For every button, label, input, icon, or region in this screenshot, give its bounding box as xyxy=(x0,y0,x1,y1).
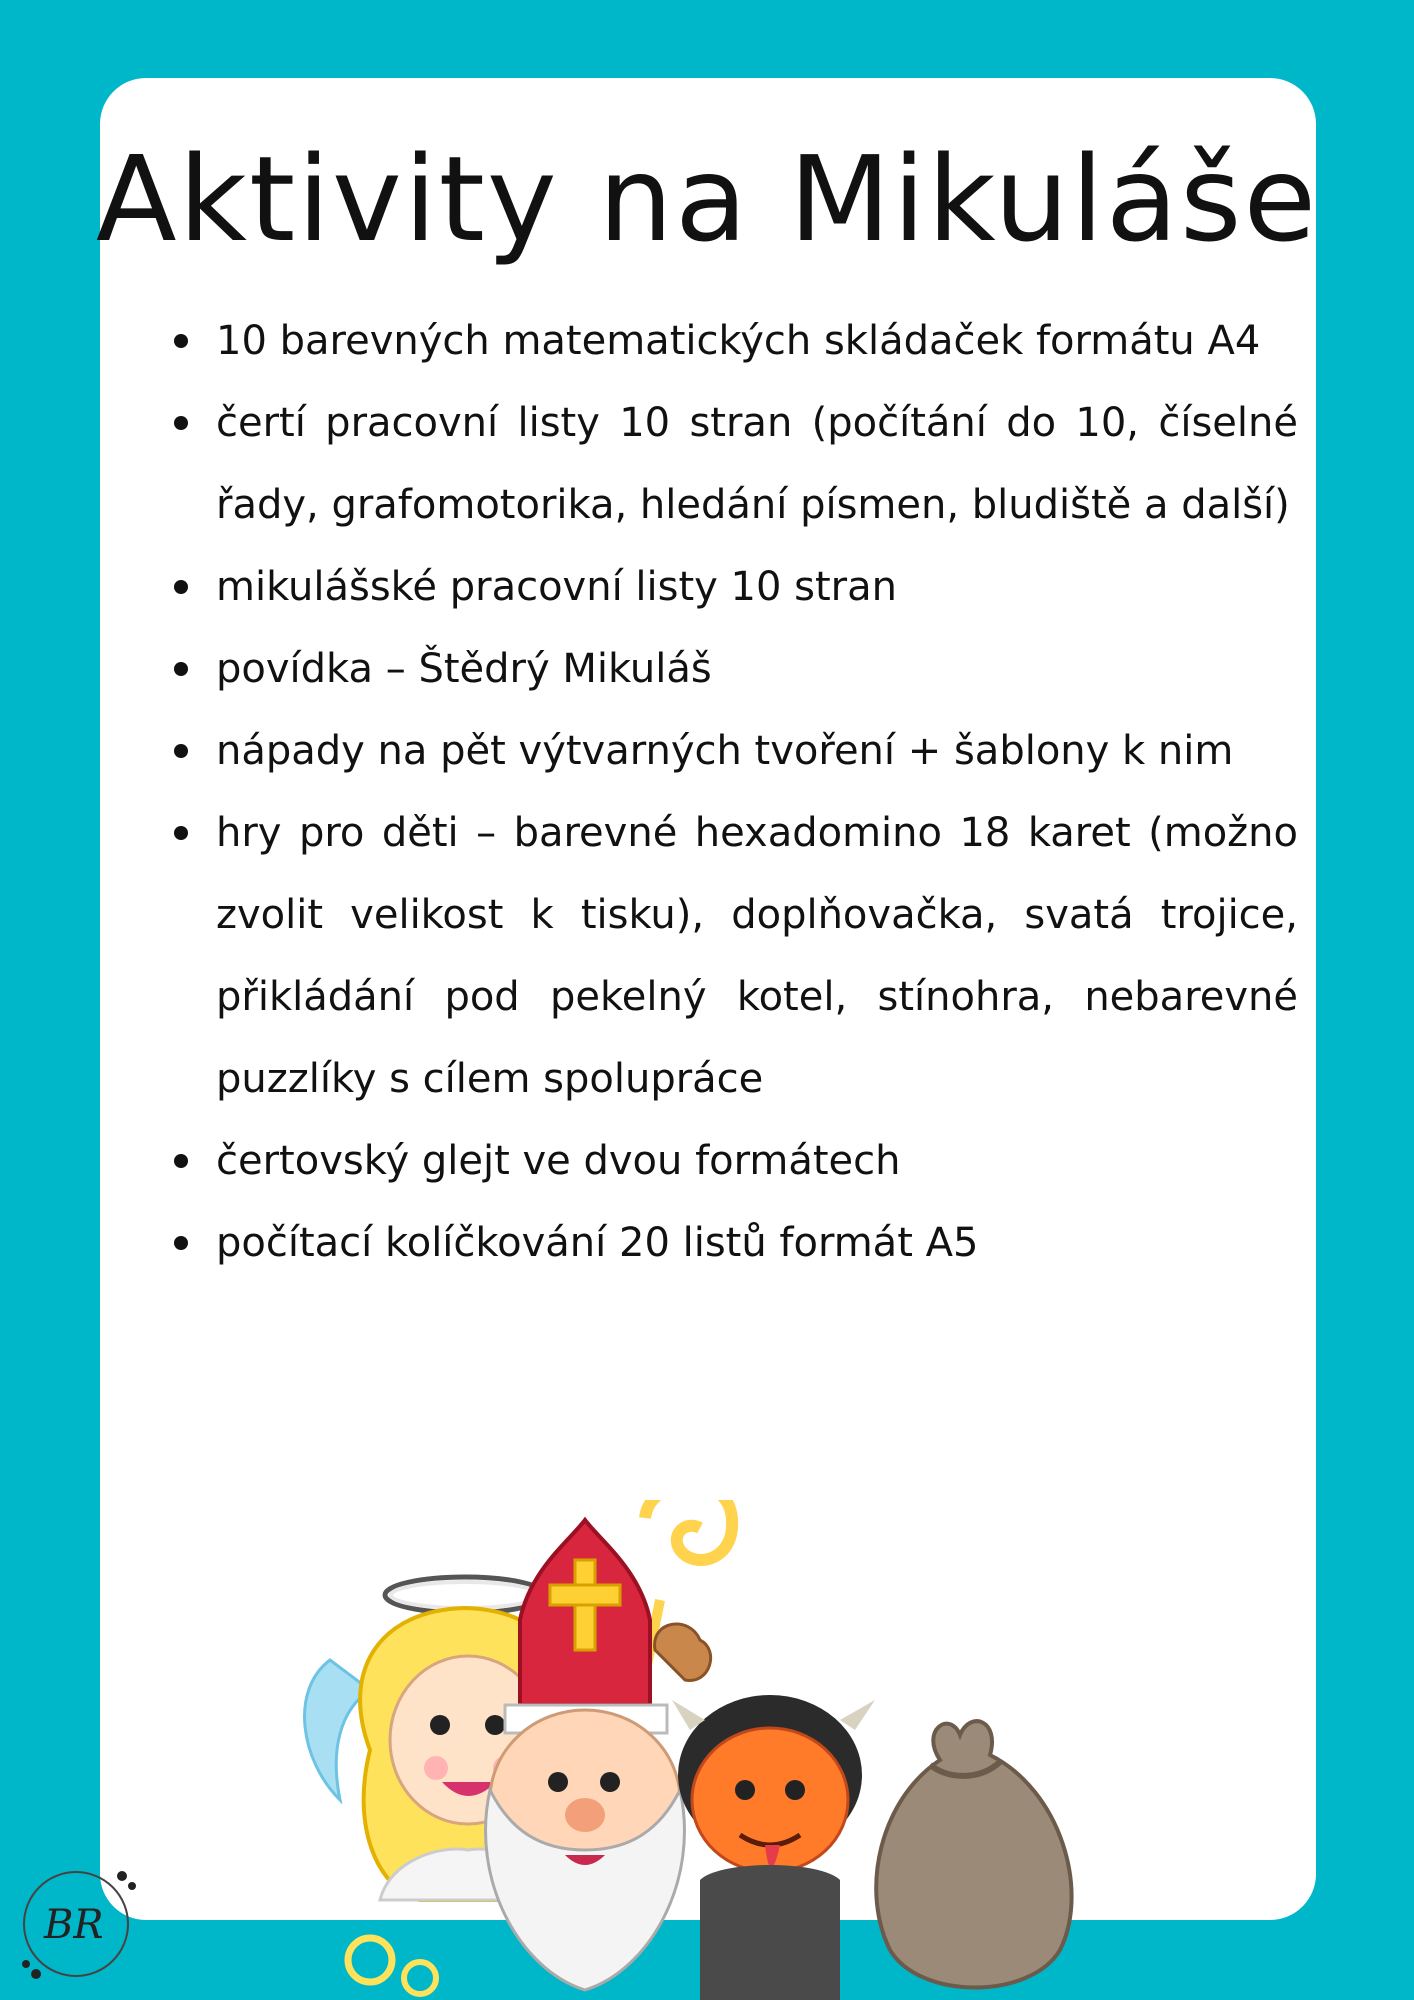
list-item: počítací kolíčkování 20 listů formát A5 xyxy=(170,1202,1298,1284)
list-item: mikulášské pracovní listy 10 stran xyxy=(170,546,1298,628)
list-item: nápady na pět výtvarných tvoření + šablony k nim xyxy=(170,710,1298,792)
activity-list xyxy=(170,300,1298,1284)
list-item: 10 barevných matematických skládaček formátu A4 xyxy=(170,300,1298,382)
list-item: hry pro děti – barevné hexadomino 18 karet (možno zvolit velikost k tisku), doplňovačka, svatá trojice, přikládání pod pekelný kotel, stínohra, nebarevné puzzlíky s cílem spolupráce xyxy=(170,792,1298,1120)
list-item: čertí pracovní listy 10 stran (počítání do 10, číselné řady, grafomotorika, hledání písmen, bludiště a další) xyxy=(170,382,1298,546)
sack-illustration xyxy=(876,1721,1071,1987)
br-logo xyxy=(14,1856,144,1986)
logo-text: BR xyxy=(44,1902,104,1948)
list-item: čertovský glejt ve dvou formátech xyxy=(170,1120,1298,1202)
devil-illustration xyxy=(655,1624,875,2000)
characters-illustration xyxy=(300,1500,1130,2000)
page-title: Aktivity na Mikuláše xyxy=(95,130,1319,268)
list-item: povídka – Štědrý Mikuláš xyxy=(170,628,1298,710)
